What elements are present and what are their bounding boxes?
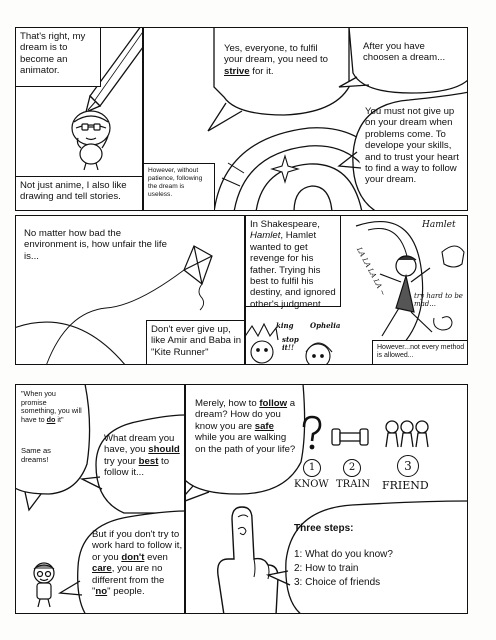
caption-drawing-stories: Not just anime, I also like drawing and tell stories. [15,176,143,211]
step-label-friend: FRIEND [382,479,429,492]
small-character [26,559,66,609]
kite-icon [184,246,212,310]
bubble-how-to-follow [185,384,305,496]
pot-icon [442,246,464,267]
caption-patience: However, without patience, following the dream is useless. [143,163,215,211]
bubble-strive-text: Yes, everyone, to fulfil your dream, you need to strive for it. [224,43,328,77]
bubble-dont-care-text: But if you don't try to work hard to follow it, or you don't even care, you are no different from the "no" people. [92,529,183,598]
step-3-text: 3: Choice of friends [294,577,381,588]
bubble-never-give-up [349,92,468,211]
caption-not-every-method: However...not every method is allowed... [372,340,468,365]
bubble-strive [214,27,349,119]
bubble-promise-text: "When you promise something, you will have to do it" [21,389,82,424]
bubble-never-give-up-text: You must not give up on your dream when problems come. To develope your skills, and to trust your heart to find a way to follow your dream. [365,106,459,186]
label-la-la: LA LA LA LA ~ [354,246,388,298]
sparkle-star [272,156,298,182]
caption-no-matter: No matter how bad the environment is, how unfair the life is... [24,228,167,262]
animator-character [72,111,110,170]
step-label-train: TRAIN [336,479,371,490]
step-num-2: 2 [343,459,361,477]
bubble-three-steps [282,501,468,614]
panel-3-kite [15,215,245,365]
caption-hamlet: In Shakespeare, Hamlet, Hamlet wanted to get revenge for his father. Trying his best to fulfil his destiny, and ignored other's judgment. [245,215,341,307]
steps-title: Three steps: [294,523,354,534]
label-ophelia: Ophelia [310,321,341,330]
panel-4-hamlet [245,215,468,365]
label-try-hard: try hard to be mad... [414,292,463,309]
bubble-chosen-text: After you have choosen a dream... [363,41,446,64]
caption-animator: That's right, my dream is to become an animator. [15,27,101,87]
label-stop: stop it!! [282,335,299,352]
bubble-promise [15,384,93,498]
dumbbell-icon [330,425,370,449]
bubble-what-dream [94,415,185,513]
caption-kite-runner: Don't ever give up, like Amir and Baba in "Kite Runner" [146,320,245,365]
people-icon [382,419,432,449]
bubble-what-dream-text: What dream you have, you should try your best to follow it... [104,433,180,479]
panel-6-three-steps [185,384,468,614]
spiral-icon [434,317,452,330]
panel-5-promise [15,384,185,614]
step-num-1: 1 [303,459,321,477]
label-hamlet: Hamlet [422,220,456,230]
label-king: king [276,321,294,330]
panel-1-animator [15,27,143,211]
bubble-chosen-dream [349,27,468,92]
step-1-text: 1: What do you know? [294,549,393,560]
bubble-same-dreams: Same as dreams! [21,446,51,464]
panel-2-strive [143,27,468,211]
question-icon [298,415,324,451]
bubble-how-to-follow-text: Merely, how to follow a dream? How do you know you are safe while you are walking on the path of your life? [195,398,296,455]
step-2-text: 2: How to train [294,563,359,574]
pointing-hand-icon [194,505,284,614]
step-label-know: KNOW [294,479,329,490]
step-num-3: 3 [397,455,419,477]
bubble-dont-care [74,511,185,614]
